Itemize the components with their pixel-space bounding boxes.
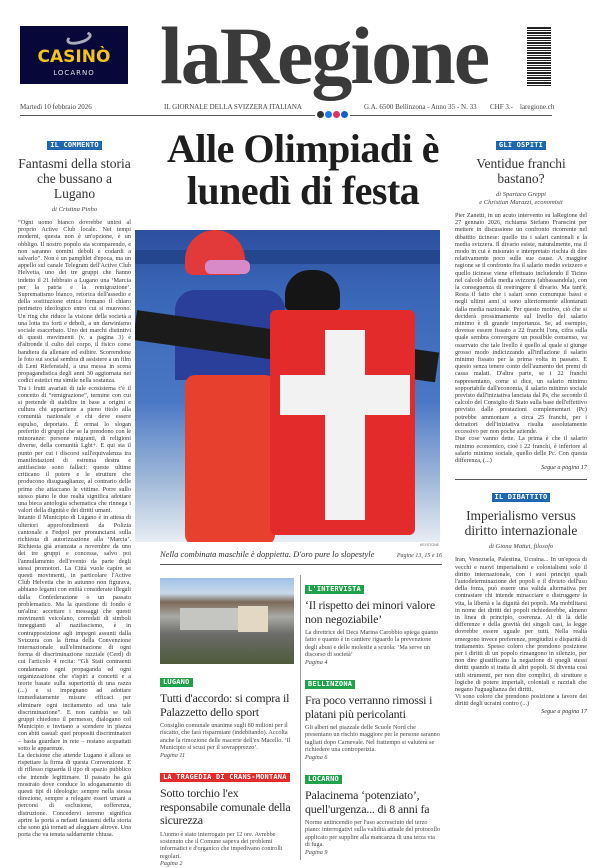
casino-logo-icon [65, 29, 93, 47]
section-tag: GLI OSPITI [496, 141, 546, 150]
masthead-rule [20, 115, 552, 116]
tagline: IL GIORNALE DELLA SVIZZERA ITALIANA [164, 103, 302, 111]
paragraph: Intanto il Municipio di Lugano è in attesa di ulteriori approfondimenti da Polizia cantonale e Fedpol per pronunciarsi sulla richiesta di autorizzazione alla ‘Marcia’. Richiesta già avanzata a novembre da uno dei tre gruppi e concessa, salvo poi l'annullamento dell'evento da parte degli stessi promotori. La Città vuole capire se questi movimenti, in particolare l'Active Club Helvetia che in autunno non figurava, abbiano legami con entità considerate illegali dalla Confederazione o un passato problematico. Ma la questione di fondo è un'altra: accettare i messaggi che questi movimenti veicolano, corredati di simboli inneggianti al nazifascismo, è in contrapposizione agli impegni assunti dalla Svizzera con la firma della Convenzione internazionale sull'eliminazione di ogni forma di discriminazione razziale (Cerd) di cui l'articolo 4 recita: “Gli Stati contraenti condannano ogni propaganda ed ogni organizzazione che s'ispiri a concetti e a teorie basate sulla superiorità di una razza (...) e si impegnano ad adottare immediatamente misure efficaci per eliminare ogni incitamento ad una tale discriminazione”. E non cambia se tali gruppi chiedono il permesso, dialogano col Municipio e invitano a scendere in piazza con abiti casual: quei propositi discriminatori – basta guardare in rete – restano acquattati sotto le apparenze. [18, 514, 131, 752]
issue-date: Martedì 10 febbraio 2026 [20, 103, 92, 111]
section-tag: LOCARNO [305, 775, 342, 784]
article-body [18, 219, 131, 838]
story-title[interactable]: Palacinema ‘potenziato’, quell'urgenza... di 8 anni fa [305, 788, 430, 816]
stories-right-column [305, 578, 441, 856]
story-locarno[interactable] [305, 768, 441, 856]
story-body: Consiglio comunale unanime sugli 80 milioni per il riscatto, che farà risparmiare (indebitando). Accolta anche la rimozione delle macerie dell'ex Macello. ‘Il Municipio si scusi per il sovrapprezzo’. [160, 722, 291, 752]
story-title[interactable]: Fra poco verranno rimossi i platani più pericolanti [305, 693, 433, 721]
story-body: La direttrice del Decs Marina Carobbio spiega quanto fatto e quanto è in cantiere riguardo la prevenzione degli abusi e delle molestie a scuola: ‘Ma serve un discorso di società’ [305, 629, 439, 659]
caption-row [160, 549, 442, 560]
paragraph: Iran, Venezuela, Palestina, Ucraina... In un'epoca di vecchi e nuovi imperialismi e colonialismi solo il diritto internazionale, con i suoi principi quali l'autodeterminazione dei popoli e il divieto dell'uso della forza, può essere una valida alternativa per contrastare chi intende minacciare e distruggere la vita, la libertà e la dignità dei popoli. Ma mobilitarsi in nome dei diritti dei popoli richiederebbe, almeno in linea di principio, coerenza. Al di là delle differenze e della gravità dei singoli casi, la legge dovrebbe essere uguale per tutti. Nella realtà emergono invece preferenze, pregiudizi e disparità di trattamento. Spesso coloro che prendono posizione per i diritti di un popolo rimangono in silenzio, per non dire giustificano la negazione di quegli stessi diritti quando si tratta di altri popoli. Si diventa così utili strumenti, per non dire complici, di strutture e logiche di potere imperiali, coloniali e razziali che negano l'uguaglianza dei diritti. [455, 556, 587, 693]
ospiti-article [455, 134, 587, 471]
price: CHF 3.- [490, 103, 513, 111]
facebook-icon[interactable] [325, 111, 332, 118]
paragraph: “Ogni uomo bianco dovrebbe unirsi al proprio Active Club locale. Nei tempi moderni, questa non è un'opzione, è un obbligo. Il nostro popolo sta scomparendo, e non saranno uomini deboli e codardi a salvarlo”. Non è un pamphlet d'epoca, ma un appello sul canale Telegram dell'Active Club Helvetia, uno dei tre gruppi che hanno indetto il 21 febbraio a Lugano una ‘Marcia per la patria e la remigrazione’. Suprematismo bianco, retorica dell'assedio e della sostituzione etnica formano il chiaro perimetro ideologico entro cui si muovono. Un ring che riduce la visione della società a una lotta tra forti e deboli, a un darwinismo sociale esacerbato. Uno dei marchi distintivi di questi movimenti (v. a pagina 3) è d'altronde il culto del corpo, il fisico come bandiera da allenare ed esibire. Scorrendone le foto sui social sembra di assistere a un film di Leni Riefenstahl, a una messa in scena propagandistica degli anni 30 aggiornata nei codici estetici ma simile nella sostanza. [18, 219, 131, 385]
story-page[interactable]: Pagina 6 [305, 753, 328, 761]
story-title[interactable]: Sotto torchio l'ex responsabile comunale della sicurezza [160, 786, 291, 828]
casino-locarno-ad[interactable] [20, 26, 128, 84]
byline: di Spartaco Greppi [496, 191, 546, 198]
linkedin-icon[interactable] [341, 111, 348, 118]
website-link[interactable]: laregione.ch [520, 103, 555, 111]
article-title[interactable]: Fantasmi della storia che bussano a Lugano [18, 156, 131, 201]
section-tag: IL COMMENTO [47, 141, 102, 150]
article-body [455, 212, 587, 464]
story-title[interactable]: Tutti d'accordo: si compra il Palazzetto dello sport [160, 691, 290, 719]
main-photo[interactable] [135, 230, 440, 542]
story-bellinzona[interactable] [305, 673, 441, 761]
continued-link[interactable]: Segue a pagina 17 [541, 707, 587, 715]
column-divider [300, 575, 301, 860]
paragraph: La decisione che attende Lugano è allora se rispettare la firma di questa Convenzione. E di riflesso riguarda il tipo di spazio pubblico che intende legittimare. Il passato ha già mostrato dove conduce lo sdoganamento di questi tipi di ideologie: sempre nella stessa direzione, sempre a relegare esseri umani a percorsi di esclusione, sofferenza, distruzione. Concedervi terreno significa aprire la porta a nefasti fantasmi della storia che sono già tornati ad aleggiare altrove. Una porta che va tenuta saldamente chiusa. [18, 752, 131, 839]
main-headline[interactable]: Alle Olimpiadi è lunedì di festa [167, 126, 439, 213]
photo-credit: KEYSTONE [420, 543, 439, 547]
story-page[interactable]: Pagina 4 [305, 658, 328, 666]
photo-caption: Nella combinata maschile è doppietta. D'oro pure lo slopestyle [160, 549, 375, 559]
section-tag: LUGANO [160, 678, 193, 687]
palazzetto-photo[interactable] [160, 578, 294, 664]
story-body: Gli alberi nel piazzale delle Scuole Nord che presentano un rischio maggiore per le persone saranno tagliati dopo Carnevale. Nel frattempo si valuterà se richiedere una controperizia. [305, 724, 440, 754]
divider [160, 564, 442, 565]
swiss-flag [270, 310, 415, 535]
article-body [455, 556, 587, 707]
story-intervista[interactable] [305, 578, 441, 666]
paragraph: Tra i frutti avariati di tale ecosistema c'è il concetto di “remigrazione”, termine con cui si pretende di stabilire in base a origini e cultura chi appartiene a pieno titolo alla comunità nazionale e chi deve essere espulso, deportato. È ormai lo slogan preferito di gruppi che se la prendono con le minoranze: persone migranti, di religioni diverse, della comunità Lgbt+. E qui sta il punto per cui i discorsi sull'equivalenza tra manifestazioni di estrema destra e antifasciste sono fallaci: queste ultime criticano il potere e le strutture che producono disuguaglianze, al contrario delle prime che attaccano le vittime. Porre sullo stesso piano le due realtà significa adottare una bieca antologia schematica che rinnega i valori della dignità e dei diritti umani. [18, 384, 131, 515]
story-page[interactable]: Pagina 2 [160, 860, 183, 868]
byline: di Cristina Pinho [51, 206, 98, 213]
right-column [455, 134, 587, 715]
paragraph: Due cose vanno dette. La prima è che il salario minimo economico, cioè i 22 franchi, è inferiore al salario minimo sociale, quello delle Pc. Con questa differenza, (...) [455, 435, 587, 464]
article-title[interactable]: Imperialismo versus diritto internazionale [464, 508, 578, 539]
story-lugano[interactable] [160, 671, 296, 759]
social-links [315, 111, 350, 118]
section-tag: L'INTERVISTA [305, 585, 364, 594]
paragraph: Vi sono coloro che prendono posizione a favore dei diritti degli ucraini contro (...) [455, 693, 587, 708]
section-tag: LA TRAGEDIA DI CRANS-MONTANA [160, 773, 290, 782]
x-icon[interactable] [317, 111, 324, 118]
caption-pages[interactable]: Pagine 13, 15 e 16 [396, 553, 442, 559]
story-page[interactable]: Pagina 9 [305, 848, 328, 856]
byline: e Christian Marazzi, economisti [479, 199, 563, 206]
continued-link[interactable]: Segue a pagina 17 [541, 464, 587, 472]
newspaper-logo: laRegione [160, 10, 489, 101]
section-tag: BELLINZONA [305, 680, 355, 689]
story-body: Norme antincendio per l'uso accresciuto del terzo piano: interrogativi sulla validità attuale del protocollo applicato per supplire alla mancanza di una terza via di fuga. [305, 819, 441, 849]
casino-name: CASINÒ [37, 47, 111, 67]
casino-city: LOCARNO [53, 69, 95, 77]
story-page[interactable]: Pagina 11 [160, 751, 186, 759]
commento-article [18, 134, 131, 838]
edition-info: G.A. 6500 Bellinzona - Anno 35 - N. 33 [364, 103, 477, 111]
barcode [527, 26, 551, 86]
article-title[interactable]: Ventidue franchi bastano? [476, 156, 566, 186]
instagram-icon[interactable] [333, 111, 340, 118]
section-tag: IL DIBATTITO [492, 493, 551, 502]
dibattito-article [455, 486, 587, 714]
story-title[interactable]: ‘Il rispetto dei minori valore non negoziabile’ [305, 598, 435, 626]
story-body: L'uomo è stato interrogato per 12 ore. Avrebbe sostenuto che il Comune sapeva dei problemi informatici e d'organico che impedivano controlli regolari. [160, 830, 283, 860]
byline: di Giona Mattei, filosofo [488, 543, 554, 551]
divider [455, 479, 587, 480]
paragraph: Pier Zanetti, in un acuto intervento su laRegione del 27 gennaio 2026, richiama Stefano Franscini per mettere in discussione un confronto ricorrente nel dibattito ticinese: quello tra i salari cantonali e la media svizzera. Il divario esiste, naturalmente, ma il modo in cui è misurato e interpretato rischia di dire relativamente poco sulle sue cause. A maggior ragione se il confronto fra il salario medio svizzero e quello ticinese viene effettuato includendo il Ticino nel calcolo della media svizzera (abbassandola), con la conseguenza di restringere il divario. Ma tant'è. Resta il fatto che i salari sono comunque bassi e negli ultimi anni si sono ulteriormente allontanati dalla media nazionale. Per questo motivo, ciò che si deciderà prossimamente sul livello del salario minimo è di grande importanza. Se, ad esempio, dovesse essere fissato a 22 franchi l'ora, cifra sulla quale sembra convergere un possibile consenso, va osservato che tale livello è quello al quale si giunge grosso modo indicizzando all'inflazione il salario minimo fissato per la prima volta in passato. E questo senza tenere conto dell'aumento dei premi di cassa malati. D'altra parte, se i 22 franchi rappresentano, come si dice, un salario minimo sopportabile dall'economia, il salario minimo sociale previsto dall'iniziativa lanciata dal Ps, che secondo il calcolo del Consiglio di Stato sulla base dell'effettivo previsto dalle prestazioni complementari (Pc) potrebbe ammontare a circa 25 franchi, per i detrattori dell'iniziativa risulta assolutamente eccessivo per non poche aziende. [455, 212, 587, 436]
story-crans-montana[interactable] [160, 766, 296, 868]
stories-left-column [160, 578, 296, 868]
